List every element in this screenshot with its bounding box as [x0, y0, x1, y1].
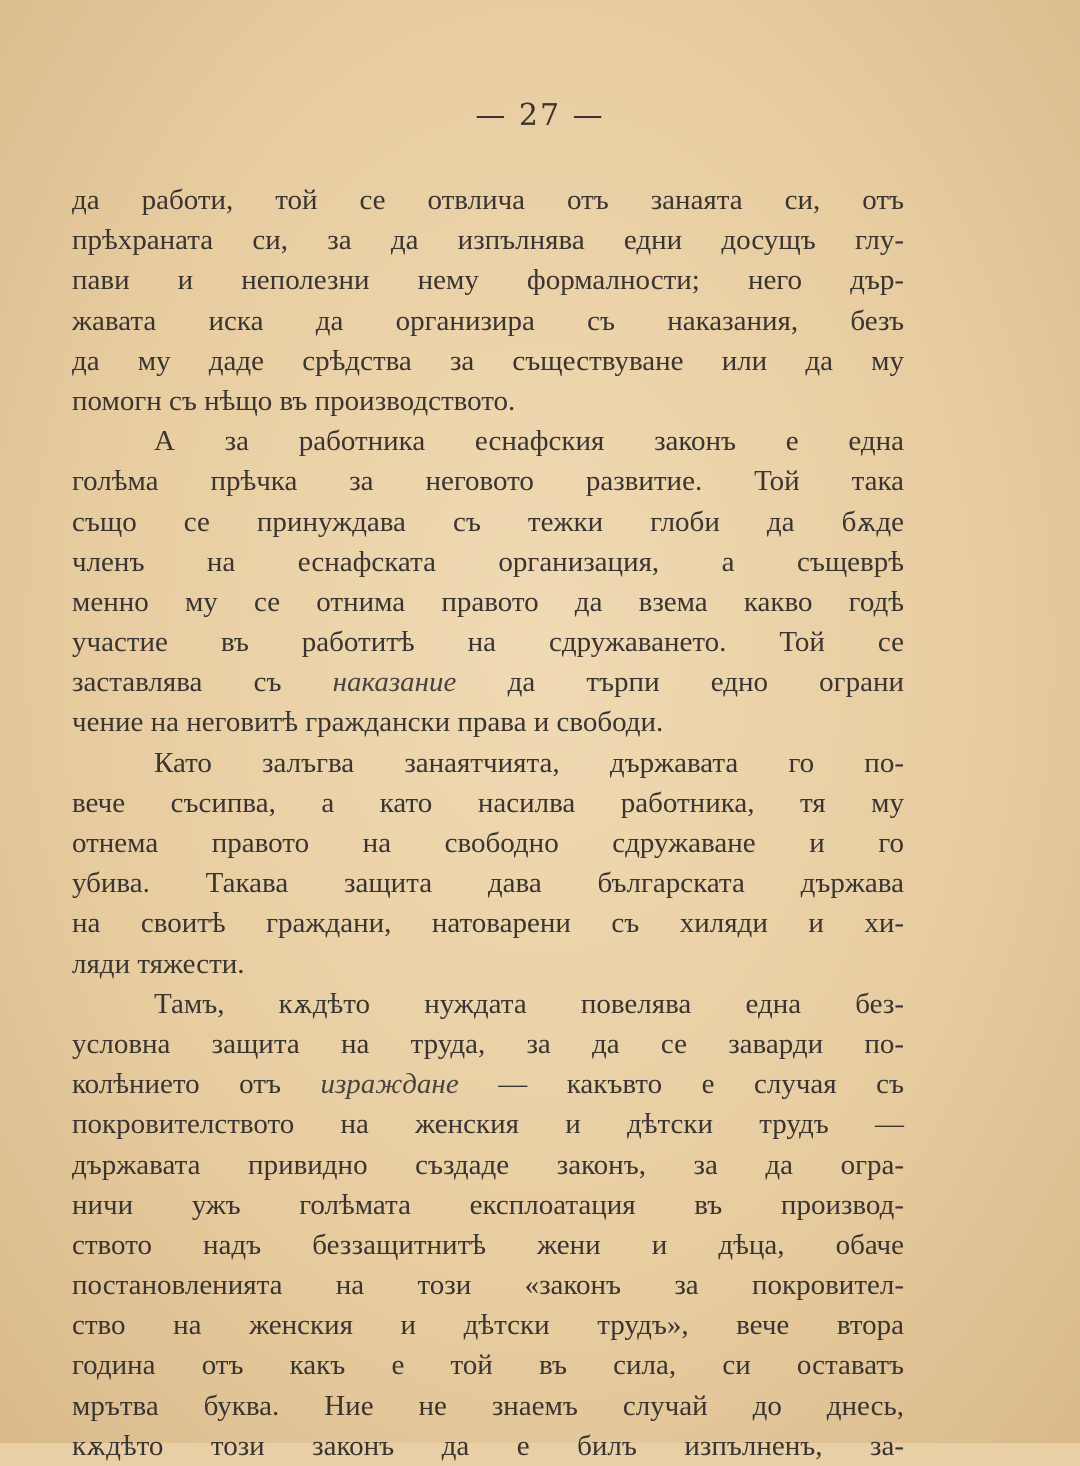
text-line: на своитѣ граждани, натоварени съ хиляди и хи- [72, 907, 904, 940]
text-line: ство на женския и дѣтски трудъ», вече втора [72, 1309, 904, 1342]
text-line: жавата иска да организира съ наказания, безъ [72, 304, 904, 337]
text-line: ничи ужъ голѣмата експлоатация въ производ- [72, 1188, 904, 1221]
text-line: убива. Такава защита дава българската държава [72, 867, 904, 900]
italic-emphasis: наказание [332, 666, 457, 699]
text-line: прѣхраната си, за да изпълнява едни досущъ глу- [72, 224, 904, 257]
text-line: Като залъгва занаятчията, държавата го по- [154, 746, 904, 779]
text-line: чение на неговитѣ граждански права и свободи. [72, 706, 664, 739]
text-line: мрътва буква. Ние не знаемъ случай до днесь, [72, 1389, 904, 1422]
text-line: условна защита на труда, за да се заварди по- [72, 1027, 904, 1060]
text-line: покровителството на женския и дѣтски трудъ — [72, 1108, 904, 1141]
text-line: да му даде срѣдства за съществуване или да му [72, 344, 904, 377]
body-text [72, 180, 904, 1466]
text-line: да работи, той се отвлича отъ занаята си, отъ [72, 184, 904, 216]
text-line: участие въ работитѣ на сдружаването. Той се [72, 626, 904, 659]
text-line: пави и неполезни нему формалности; него дър- [72, 264, 904, 297]
text-line: заставлява съ наказание да търпи едно ограни [72, 666, 904, 699]
text-line: ляди тяжести. [72, 947, 245, 980]
text-line: постановленията на този «законъ за покровител- [72, 1269, 904, 1302]
text-line: помогн съ нѣщо въ производството. [72, 384, 516, 417]
text-line: голѣма прѣчка за неговото развитие. Той така [72, 465, 904, 498]
text-line: държавата привидно създаде законъ, за да огра- [72, 1148, 904, 1181]
text-line: ството надъ беззащитнитѣ жени и дѣца, обаче [72, 1228, 904, 1261]
page-number: — 27 — [475, 98, 605, 133]
text-line: вече съсипва, а като насилва работника, тя му [72, 786, 904, 819]
text-line: членъ на еснафската организация, а същеврѣ [72, 545, 904, 578]
text-line: година отъ какъ е той въ сила, си оставатъ [72, 1349, 904, 1382]
italic-emphasis: израждане [320, 1068, 459, 1101]
text-line: А за работника еснафския законъ е една [154, 425, 904, 458]
text-line: също се принуждава съ тежки глоби да бѫде [72, 505, 904, 538]
text-line: кѫдѣто този законъ да е билъ изпълненъ, за- [72, 1429, 904, 1462]
text-line: менно му се отнима правото да взема какво годѣ [72, 585, 904, 618]
text-line: отнема правото на свободно сдружаване и го [72, 827, 904, 859]
text-line: колѣнието отъ израждане — какъвто е случая съ [72, 1068, 904, 1101]
text-line: Тамъ, кѫдѣто нуждата повелява една без- [154, 987, 904, 1020]
